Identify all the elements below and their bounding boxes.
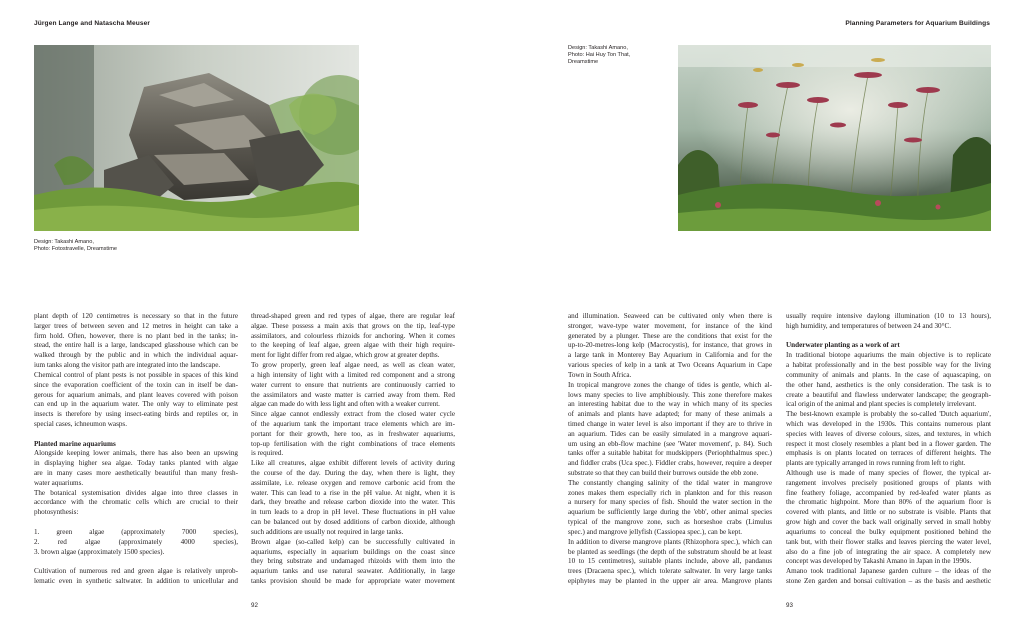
text-line: firm hold. Often, however, there is no plant bed in the tanks; in- bbox=[34, 331, 238, 340]
text-line: Brown algae (so-called kelp) can be successfully cultivated in bbox=[251, 537, 455, 546]
text-line: aquariums, especially in aquarium buildings on the coast since bbox=[251, 547, 455, 556]
text-line: dark, they breathe and release carbon dioxide into the water. This bbox=[251, 498, 455, 507]
text-line: Chemical control of plant pests is not possible in spaces of this kind bbox=[34, 370, 238, 379]
text-line: portant for their growth, here too, as in freshwater aquariums, bbox=[251, 429, 455, 438]
text-line: the course of the day. During the day, when there is light, they bbox=[251, 469, 455, 477]
text-line: walked through by the public and in which the individual aquar- bbox=[34, 351, 238, 360]
text-line: a large tank in Monterey Bay Aquarium in California and for the bbox=[568, 351, 772, 360]
text-line: an aquarium. Tides can be easily simulated in a mangrove aquari- bbox=[568, 429, 772, 438]
text-line: Alongside keeping lower animals, there has also been an upswing bbox=[34, 449, 238, 458]
caption-line: Photo: Fotostravelle, Dreamstime bbox=[34, 246, 118, 252]
text-line: tanks offer a suitable habitat for mudskippers (Periophthalmus spec.) bbox=[568, 449, 772, 458]
aquascape-plants-photo bbox=[678, 45, 991, 231]
text-line: an interesting habitat due to the way in which many of its species bbox=[568, 400, 772, 409]
text-line: and fiddler crabs (Uca spec.). Fiddler crabs, however, require a deeper bbox=[568, 459, 772, 468]
text-line: is required. bbox=[251, 449, 284, 458]
text-line: thread-shaped green and red types of algae, there are regular leaf bbox=[251, 312, 455, 320]
text-line: Like all creatures, algae exhibit different levels of activity during bbox=[251, 459, 455, 468]
text-line: in turn leads to a drop in pH level. These fluctuations in pH value bbox=[251, 508, 455, 517]
text-line: stone Zen garden and bonsai cultivation – as the basis and aesthetic bbox=[786, 576, 991, 585]
text-line: create a beautiful and flawless underwater landscape; the geograph- bbox=[786, 390, 991, 399]
text-line: 10 to 15 centimetres), suitable plants include, above all, pandanus bbox=[568, 557, 772, 566]
text-line: which was developed in the 1930s. This contains numerous plant bbox=[786, 419, 991, 428]
text-column-4 bbox=[786, 312, 991, 587]
photo-caption-right bbox=[568, 45, 630, 66]
text-line: rangement involves precisely positioned groups of plants with bbox=[786, 478, 991, 487]
caption-line: Design: Takashi Amano, bbox=[34, 239, 94, 245]
running-header-right: Planning Parameters for Aquarium Buildings bbox=[845, 20, 990, 27]
text-line: epiphytes may be planted in the upper air area. Mangrove plants bbox=[568, 576, 772, 585]
page-number-left: 92 bbox=[251, 602, 258, 609]
text-line: substrate so that they can build their burrows outside the ebb zone. bbox=[568, 469, 759, 477]
text-line: assimilate, i.e. release oxygen and remove carbonic acid from the bbox=[251, 478, 455, 487]
text-line: they bring substrate and undamaged rhizoids with them into the bbox=[251, 557, 455, 566]
text-line: ical origin of the animal and plant species is completely irrelevant. bbox=[786, 400, 977, 409]
text-line: high humidity, and temperatures of between 24 and 30°C. bbox=[786, 321, 952, 330]
text-line bbox=[34, 557, 238, 567]
text-line: The botanical systemisation divides algae into three classes in bbox=[34, 488, 238, 497]
text-line: lows many species to live amphibiously. This zone therefore makes bbox=[568, 390, 772, 399]
text-line: spec.) and mangrove jellyfish (Cassiopea spec.), can be kept. bbox=[568, 527, 743, 536]
text-line: assimilators, and colourless rhizoids for anchoring. When it comes bbox=[251, 331, 455, 340]
text-line: be planted as seedlings (the depth of the substratum should be at least bbox=[568, 547, 772, 556]
text-line: a high intensity of light with a limited red component and a strong bbox=[251, 370, 455, 379]
text-line: a nursery for many species of fish. Should the water section in the bbox=[568, 498, 772, 507]
text-line bbox=[786, 332, 991, 342]
text-line: the chromatic highpoint. More than 80% of the aquarium floor is bbox=[786, 498, 991, 507]
text-line: trees (Dracaena spec.), which tolerate saltwater. In very large tanks bbox=[568, 567, 772, 576]
text-line bbox=[34, 518, 238, 528]
photo-caption-left bbox=[34, 239, 117, 253]
text-line bbox=[34, 430, 238, 440]
text-line: To grow properly, green leaf algae need, as well as clean water, bbox=[251, 361, 455, 370]
text-line: 1. green algae (approximately 7000 species), bbox=[34, 527, 238, 536]
text-line: aquarium tanks and use natural seawater. Additionally, in large bbox=[251, 567, 455, 576]
text-line: algae can made do with less light and often with a weaker current. bbox=[251, 400, 440, 409]
text-line: also do a fine job of integrating the air space. A completely new bbox=[786, 547, 991, 556]
text-line: usually require intensive daylong illumination (10 to 13 hours), bbox=[786, 312, 991, 320]
text-line: tanks provision should be made for appropriate water movement bbox=[251, 576, 455, 585]
text-line: In traditional biotope aquariums the main objective is to replicate bbox=[786, 351, 991, 360]
text-line: zones makes them especially rich in plankton and for this reason bbox=[568, 488, 772, 497]
text-line: are in many cases more aesthetically beautiful than many fresh- bbox=[34, 469, 238, 477]
text-line: and illumination. Seaweed can be cultivated only when there is bbox=[568, 312, 772, 320]
text-line: aquariums to conceal the bulky equipment positioned behind the bbox=[786, 527, 991, 536]
text-line: of the aquarium tank the important trace elements which are im- bbox=[251, 419, 455, 428]
text-line: ment for light differ from red algae, which grow at greater depths. bbox=[251, 351, 440, 360]
text-line: Amano took traditional Japanese garden culture – the ideas of the bbox=[786, 567, 991, 576]
caption-line: Dreamstime bbox=[568, 59, 599, 65]
running-header-left: Jürgen Lange and Natascha Meuser bbox=[34, 20, 151, 27]
text-line: accordance with the chromatic cells which are crucial to their bbox=[34, 498, 238, 507]
aquascape-stones-photo bbox=[34, 45, 359, 231]
text-line: aquarium be sufficiently large during the 'ebb', other animal species bbox=[568, 508, 772, 517]
text-line: covered with plants, and little or no substrate is visible. Plants that bbox=[786, 508, 991, 517]
text-line: plant depth of 120 centimetres is necessary so that in the future bbox=[34, 312, 238, 320]
text-line: various species of kelp in a tank at Two Oceans Aquarium in Cape bbox=[568, 361, 772, 370]
text-line: top-up fertilisation with the right combinations of trace elements bbox=[251, 439, 455, 448]
section-heading: Underwater planting as a work of art bbox=[786, 341, 900, 350]
text-line: a habitat professionally and in the best possible way for the living bbox=[786, 361, 991, 370]
text-line: grow high and cover the back wall originally served in small hobby bbox=[786, 518, 991, 527]
text-line: In addition to diverse mangrove plants (Rhizophora spec.), which can bbox=[568, 537, 772, 546]
text-column-1 bbox=[34, 312, 238, 587]
text-line: tank but, with their flower stalks and leaves piercing the water level, bbox=[786, 537, 991, 546]
section-heading: Planted marine aquariums bbox=[34, 439, 116, 448]
text-line: the assimilators and waste matter is carried away from them. Red bbox=[251, 390, 455, 399]
text-line: Since algae cannot endlessly extract from the closed water cycle bbox=[251, 410, 455, 419]
text-line: um using an ebb-flow machine (see 'Water movement', p. 84). Such bbox=[568, 439, 772, 448]
text-line: Cultivation of numerous red and green algae is relatively unprob- bbox=[34, 567, 238, 576]
text-line: fine feathery foliage, accompanied by red-leafed water plants as bbox=[786, 488, 991, 497]
text-line: algae. These possess a main axis that grows on the tip, leaf-type bbox=[251, 321, 455, 330]
text-line: 3. brown algae (approximately 1500 species). bbox=[34, 547, 165, 556]
text-line: community of animals and plants. In the case of aquascaping, on bbox=[786, 370, 991, 379]
text-line: 2. red algae (approximately 4000 species), bbox=[34, 537, 238, 546]
text-line: such additions are usually not required in large tanks. bbox=[251, 527, 404, 536]
text-line: larger trees of between seven and 12 metres in height can take a bbox=[34, 321, 238, 330]
text-line: since the evaporation coefficient of the toxin can in itself be dan- bbox=[34, 380, 238, 389]
text-line: timed change in water level is also important if they are to thrive in bbox=[568, 419, 772, 428]
text-line: special cases, ichneumon wasps. bbox=[34, 419, 127, 428]
caption-line: Photo: Hai Huy Ton That, bbox=[568, 52, 631, 58]
text-line: Town in South Africa. bbox=[568, 370, 632, 379]
text-line: up-to-20-metres-long kelp (Macrocystis), for instance, that grows in bbox=[568, 341, 772, 350]
text-line: lematic even in synthetic saltwater. In addition to unicellular and bbox=[34, 576, 238, 585]
text-line: stead, the entire hall is a large, landscaped glasshouse which can be bbox=[34, 341, 238, 350]
text-line: photosynthesis: bbox=[34, 508, 79, 517]
text-line: The constantly changing salinity of the tidal water in mangrove bbox=[568, 478, 772, 487]
text-line: In tropical mangrove zones the change of tides is gentle, which al- bbox=[568, 380, 772, 389]
text-line: ium tanks along the visitor path are integrated into the landscape. bbox=[34, 361, 221, 370]
page-number-right: 93 bbox=[786, 602, 793, 609]
text-line: of animals and plants have adapted; for many of these animals a bbox=[568, 410, 772, 419]
text-column-3 bbox=[568, 312, 772, 587]
text-line: can end up in the aquarium water. The only way to eliminate pest bbox=[34, 400, 238, 409]
text-line: plants are typically arranged in rows running from left to right. bbox=[786, 459, 966, 468]
text-line: to the keeping of leaf algae, green algae with their high require- bbox=[251, 341, 455, 350]
text-line: concept was developed by Takashi Amano in Japan in the 1990s. bbox=[786, 557, 972, 566]
text-line: Although use is made of many species of flower, the typical ar- bbox=[786, 469, 991, 477]
text-line: emphasis is on plants located on terraces of different heights. The bbox=[786, 449, 991, 458]
text-line: water aquariums. bbox=[34, 478, 84, 487]
text-line: water. This can lead to a rise in the pH value. At night, when it is bbox=[251, 488, 455, 497]
text-line: can be balanced out by dosed additions of carbon dioxide, although bbox=[251, 518, 455, 527]
text-line: The best-known example is probably the so-called 'Dutch aquarium', bbox=[786, 410, 991, 419]
text-line: typical of the mangrove zone, such as horseshoe crabs (Limulus bbox=[568, 518, 772, 527]
text-line: generated by a plunger. These are the conditions that exist for the bbox=[568, 331, 772, 340]
text-line: gerous for aquarium animals, and plant leaves covered with poison bbox=[34, 390, 238, 399]
text-line: stronger, wave-type water movement, for instance of the kind bbox=[568, 321, 772, 330]
text-line: respect it most closely resembles a plant bed in a flower garden. The bbox=[786, 439, 991, 448]
caption-line: Design: Takashi Amano, bbox=[568, 45, 628, 51]
text-line: species with leaves of diverse colours, sizes, and textures, in which bbox=[786, 429, 991, 438]
text-line: the other hand, aesthetics is the only consideration. The task is to bbox=[786, 380, 991, 389]
text-line: insects is therefore by using insect-eating birds and reptiles or, in bbox=[34, 410, 238, 419]
text-column-2 bbox=[251, 312, 455, 587]
text-line: in displaying higher sea algae. Today tanks planted with algae bbox=[34, 459, 238, 468]
text-line: water current to ensure that nutrients are continuously carried to bbox=[251, 380, 455, 389]
